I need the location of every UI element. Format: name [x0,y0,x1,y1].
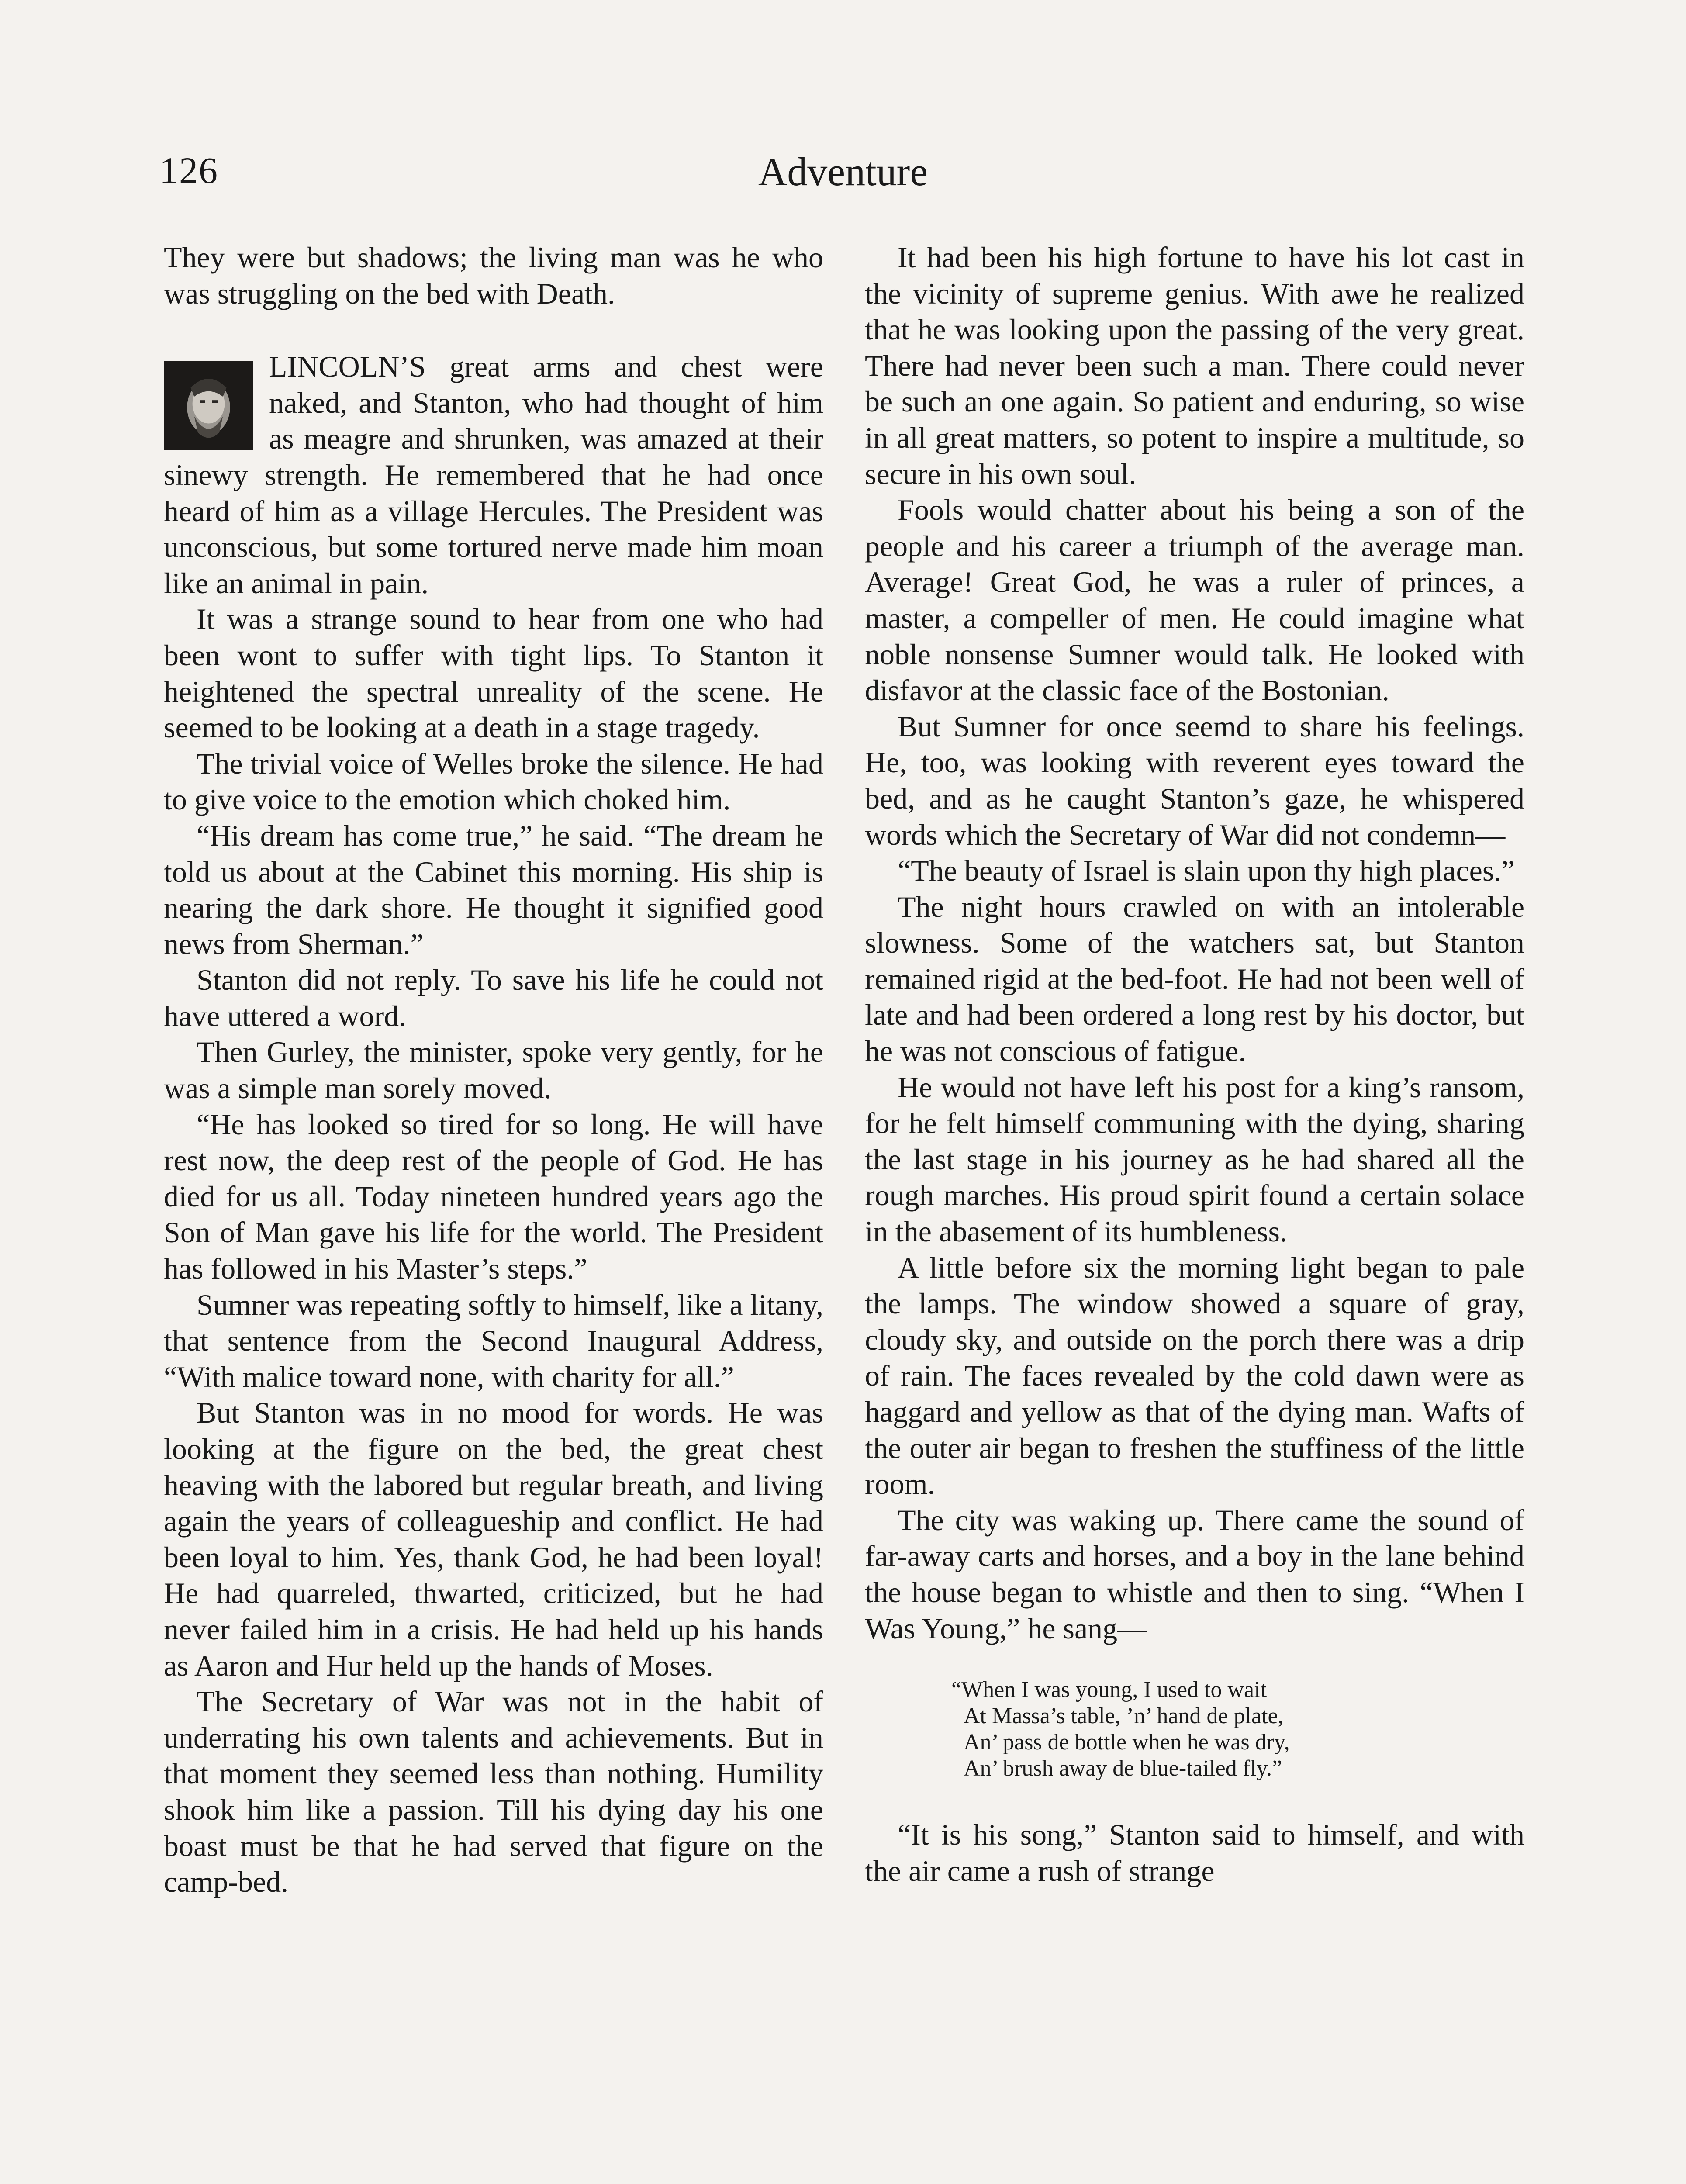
paragraph: But Sumner for once seemd to share his feelings. He, too, was looking with reverent eyes toward the bed, and as he caught Stanton’s gaze, he whispered words which the Secretary of War did not condemn— [865,709,1524,851]
paragraph: LINCOLN’S great arms and chest were naked, and Stanton, who had thought of him as meagre and shrunken, was amazed at their sinewy strength. He remembered that he had once heard of him as a village Hercules. The President was unconscious, but some tortured nerve made him moan like an animal in pain. [164,350,823,600]
paragraph: Then Gurley, the minister, spoke very gently, for he was a simple man sorely moved. [164,1035,823,1105]
paragraph: The Secretary of War was not in the habit of underrating his own talents and achievements. But in that moment they seemed less than nothing. Humility shook him like a passion. Till his dying day his one boast must be that he had served that figure on the camp-bed. [164,1685,823,1899]
paragraph: Fools would chatter about his being a son of the people and his career a triumph of the average man. Average! Great God, he was a ruler of princes, a master, a compeller of men. He could imagine what noble nonsense Sumner would talk. He looked with disfavor at the classic face of the Bostonian. [865,493,1524,707]
paragraph: Sumner was repeating softly to himself, like a litany, that sentence from the Second Inaugural Address, “With malice toward none, with charity for all.” [164,1288,823,1393]
portrait-initial-icon [164,361,253,450]
paragraph: “He has looked so tired for so long. He will have rest now, the deep rest of the people of God. He has died for us all. Today nineteen hundred years ago the Son of Man gave his life for the world. The President has followed in his Master’s steps.” [164,1107,823,1286]
paragraph: A little before six the morning light began to pale the lamps. The window showed a square of gray, cloudy sky, and outside on the porch there was a drip of rain. The faces revealed by the cold dawn were as haggard and yellow as that of the dying man. Wafts of the outer air began to freshen the stuffiness of the little room. [865,1251,1524,1501]
paragraph: The trivial voice of Welles broke the silence. He had to give voice to the emotion which choked him. [164,746,823,816]
verse-line: An’ brush away de blue-tailed fly.” [964,1756,1282,1781]
section-opening [164,349,823,601]
paragraph: They were but shadows; the living man was he who was struggling on the bed with Death. [164,241,823,310]
paragraph: The night hours crawled on with an intolerable slowness. Some of the watchers sat, but Stanton remained rigid at the bed-foot. He had not been well of late and had been ordered a long rest by his doctor, but he was not conscious of fatigue. [865,890,1524,1068]
magazine-title: Adventure [758,149,928,194]
verse-line: “When I was young, I used to wait [951,1677,1267,1703]
paragraph: “It is his song,” Stanton said to himself, and with the air came a rush of strange [865,1818,1524,1887]
paragraph: “His dream has come true,” he said. “The dream he told us about at the Cabinet this morning. His ship is nearing the dark shore. He thought it signified good news from Sherman.” [164,819,823,961]
paragraph: It had been his high fortune to have his lot cast in the vicinity of supreme genius. With awe he realized that he was looking upon the passing of the very great. There had never been such a man. There could never be such an one again. So patient and enduring, so wise in all great matters, so potent to inspire a multitude, so secure in his own soul. [865,241,1524,491]
paragraph: It was a strange sound to hear from one who had been wont to suffer with tight lips. To Stanton it heightened the spectral unreality of the scene. He seemed to be looking at a death in a stage tragedy. [164,602,823,744]
verse-line: At Massa’s table, ’n’ hand de plate, [964,1704,1284,1729]
paragraph: Stanton did not reply. To save his life he could not have uttered a word. [164,963,823,1033]
paragraph: The city was waking up. There came the sound of far-away carts and horses, and a boy in the lane behind the house began to whistle and then to sing. “When I Was Young,” he sang— [865,1503,1524,1645]
song-verse [951,1677,1524,1782]
page-number: 126 [159,149,218,191]
paragraph: He would not have left his post for a king’s ransom, for he felt himself communing with the dying, sharing the last stage in his journey as he had shared all the rough marches. His proud spirit found a certain solace in the abasement of its humbleness. [865,1070,1524,1248]
verse-line: An’ pass de bottle when he was dry, [964,1730,1290,1755]
paragraph: “The beauty of Israel is slain upon thy high places.” [898,854,1515,888]
paragraph: But Stanton was in no mood for words. He was looking at the figure on the bed, the great chest heaving with the labored but regular breath, and living again the years of colleagueship and conflict. He had been loyal to him. Yes, thank God, he had been loyal! He had quarreled, thwarted, criticized, but he had never failed him in a crisis. He had held up his hands as Aaron and Hur held up the hands of Moses. [164,1396,823,1682]
left-column [164,239,823,1900]
right-column [865,239,1524,1889]
